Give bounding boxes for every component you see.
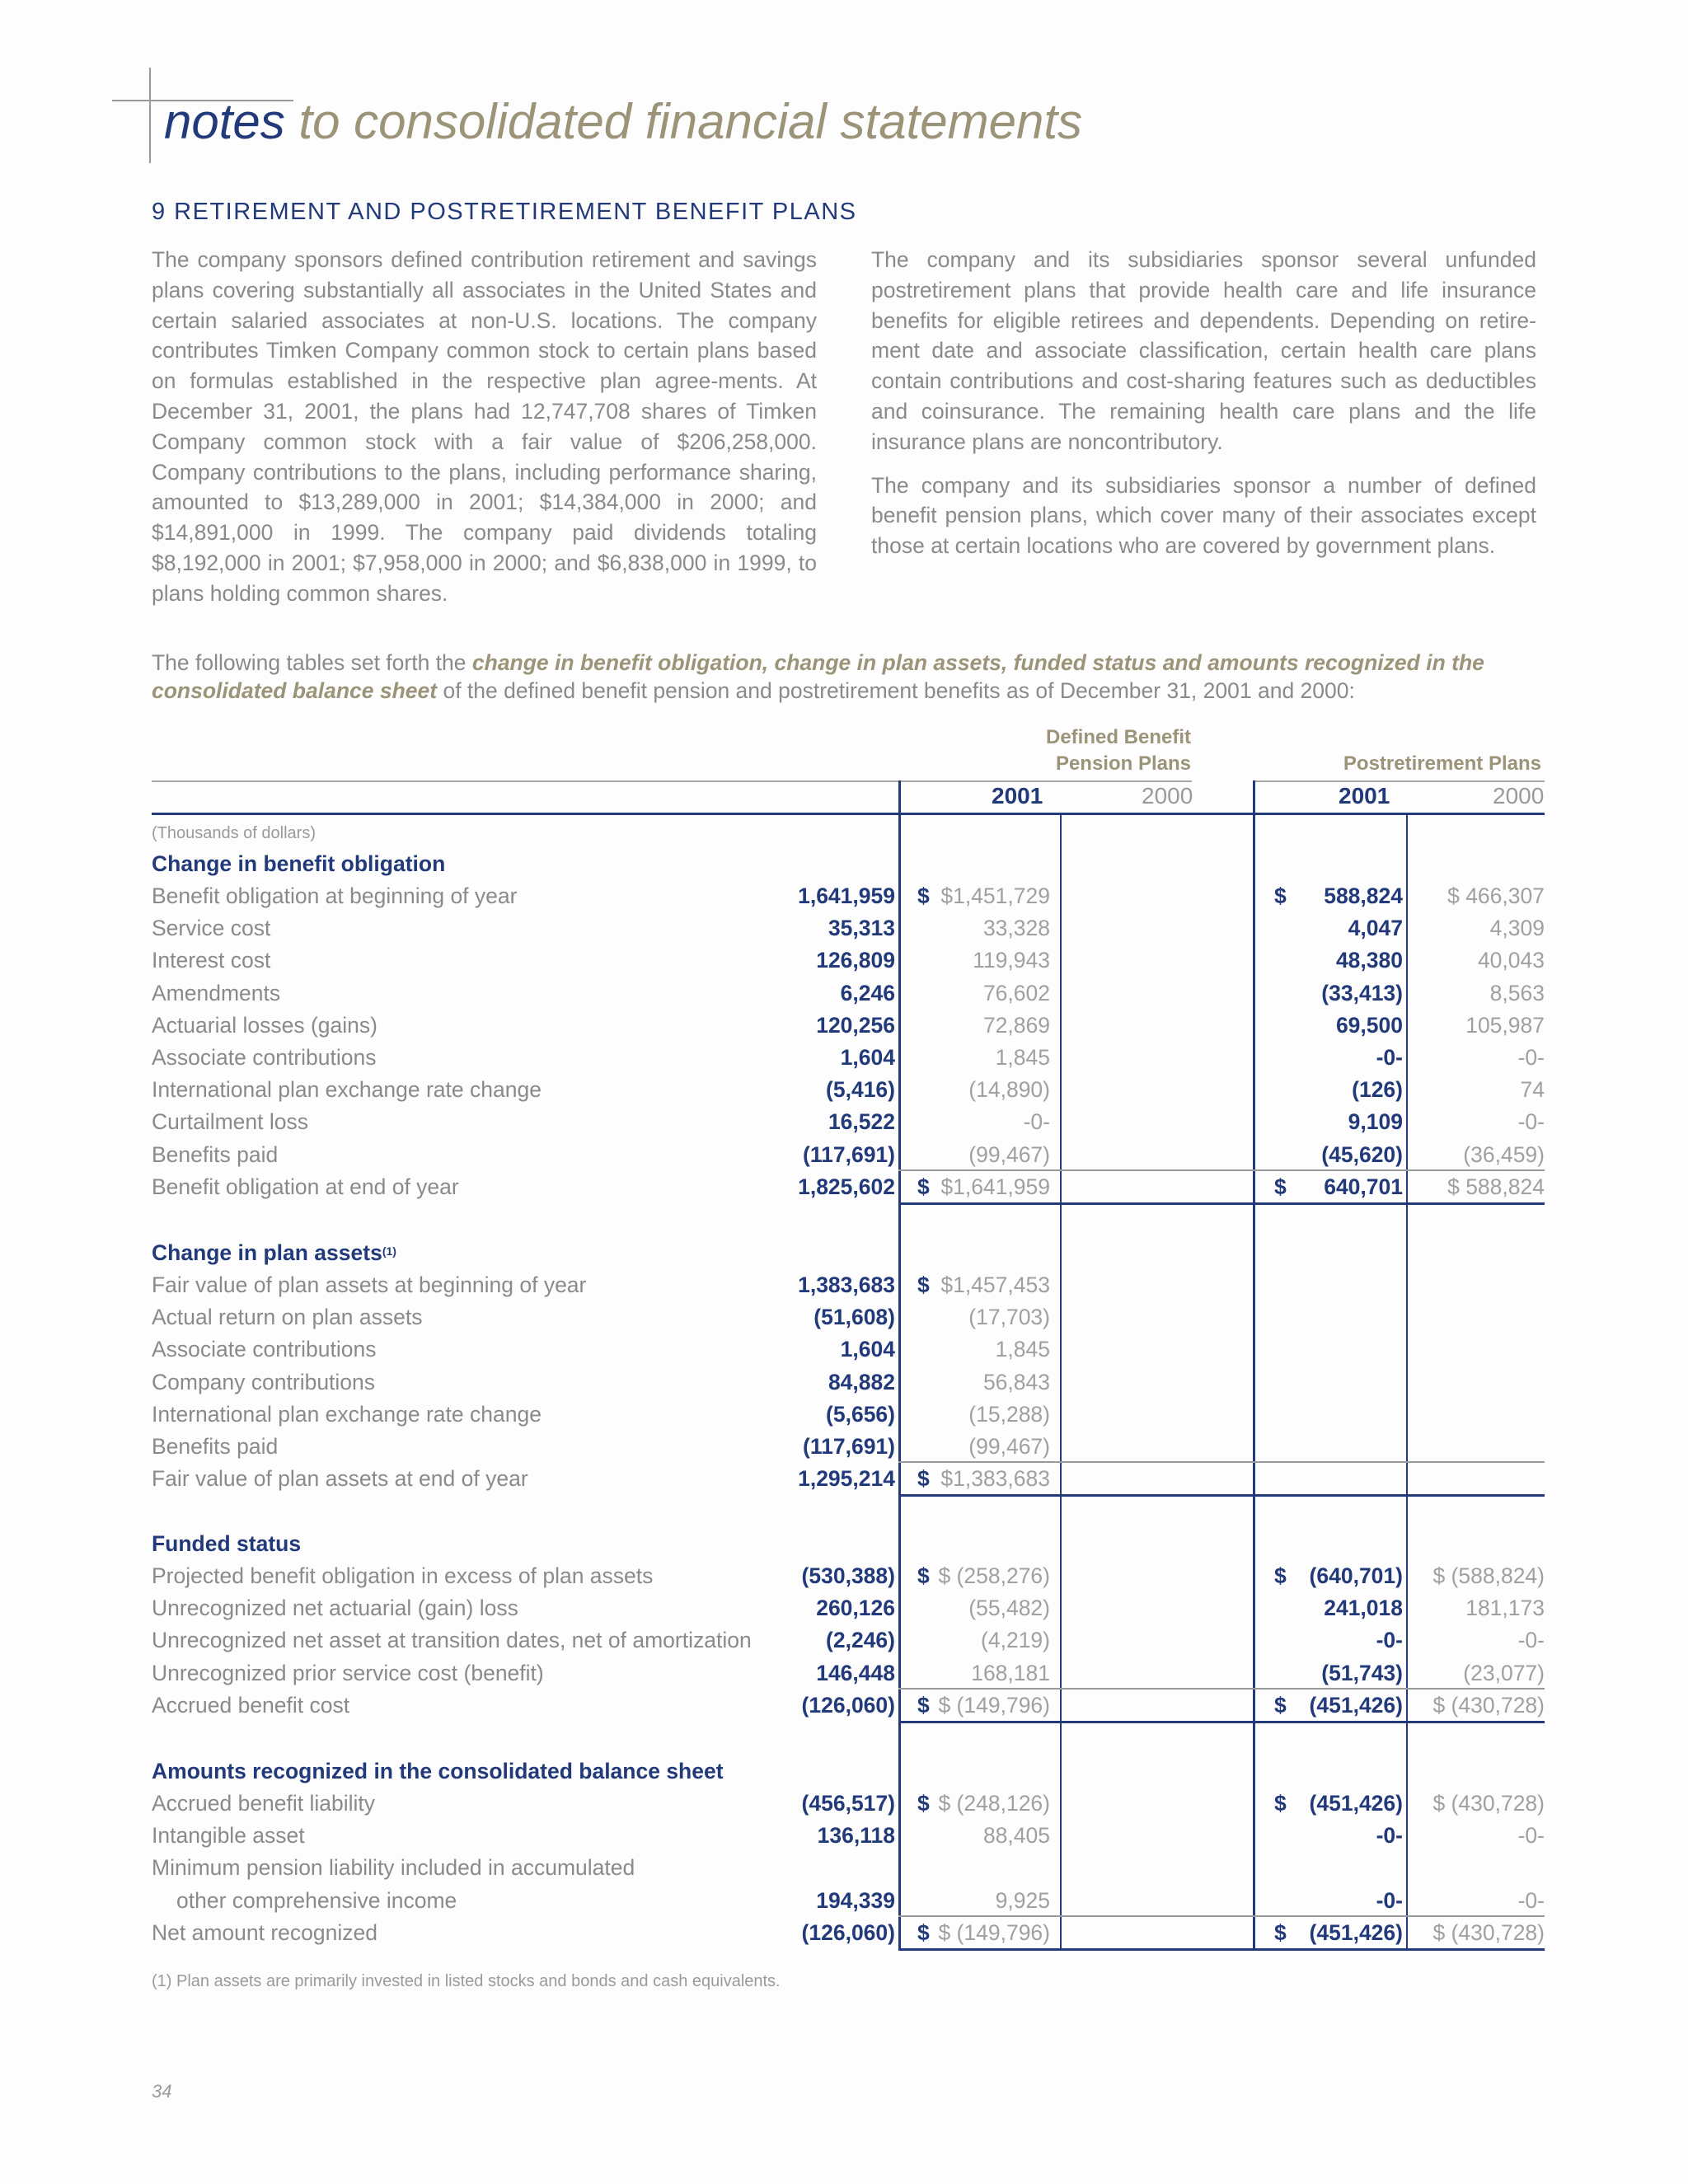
intro-emphasis: change in benefit obligation, change in plan assets, funded status and amounts recognized in the consolidated balance sheet xyxy=(152,650,1484,703)
cell-pension-2001: (5,416) xyxy=(826,1077,895,1103)
rule xyxy=(898,1461,1545,1463)
cell-pension-2000: (55,482) xyxy=(968,1596,1050,1621)
cell-post-2001: (640,701) xyxy=(1309,1563,1403,1588)
group-title: Change in benefit obligation xyxy=(152,851,446,876)
cell-pension-2001: (126,060) xyxy=(801,1692,895,1718)
year-pension-2001: 2001 xyxy=(992,783,1043,808)
intro-before: The following tables set forth the xyxy=(152,650,472,675)
cell-pension-2001: (51,608) xyxy=(814,1305,895,1330)
cell-pension-2000: -0- xyxy=(1023,1109,1050,1135)
cell-post-2001: -0- xyxy=(1376,1628,1403,1653)
row-label: International plan exchange rate change xyxy=(152,1401,542,1427)
table-row xyxy=(152,1788,1545,1820)
table-intro xyxy=(152,649,1555,705)
cell-pension-2000: 33,328 xyxy=(982,916,1050,941)
row-label: Unrecognized net actuarial (gain) loss xyxy=(152,1596,518,1621)
cell-pension-2000: 76,602 xyxy=(982,980,1050,1005)
header-rule-right xyxy=(1253,780,1545,782)
group-title xyxy=(152,1237,396,1269)
footnote-marker: (1) xyxy=(382,1244,396,1258)
cell-post-2000: 181,173 xyxy=(1465,1596,1545,1621)
rule xyxy=(898,1688,1545,1690)
cell-dollar-sign: $ xyxy=(917,1791,930,1816)
cell-dollar-sign: $ xyxy=(917,1692,930,1718)
cell-post-2001: -0- xyxy=(1376,1045,1403,1070)
cell-post-2001: (451,426) xyxy=(1309,1791,1403,1816)
row-label: Projected benefit obligation in excess of plan assets xyxy=(152,1563,654,1588)
page-number: 34 xyxy=(152,2081,172,2102)
cell-post-2000: 40,043 xyxy=(1477,948,1545,973)
cell-pension-2001: 126,809 xyxy=(816,948,895,973)
cell-pension-2001: (126,060) xyxy=(801,1919,895,1945)
page-title-notes: notes xyxy=(164,94,285,149)
row-label: Net amount recognized xyxy=(152,1919,377,1945)
row-label: Minimum pension liability included in accumulated xyxy=(152,1855,635,1881)
table-row xyxy=(152,1852,1545,1884)
cell-pension-2000: 88,405 xyxy=(982,1823,1050,1849)
table-row xyxy=(152,1042,1545,1074)
cell-pension-2001: (456,517) xyxy=(801,1791,895,1816)
cell-pension-2000: (14,890) xyxy=(968,1077,1050,1103)
cell-pension-2001: 1,383,683 xyxy=(798,1272,895,1297)
table-row xyxy=(152,1237,1545,1269)
pension-header-line1: Defined Benefit xyxy=(1045,726,1191,748)
table-row xyxy=(152,1528,1545,1560)
row-label: Interest cost xyxy=(152,948,271,973)
row-label: Actuarial losses (gains) xyxy=(152,1012,377,1038)
header-rule-left xyxy=(152,780,1192,782)
row-label: Accrued benefit cost xyxy=(152,1692,350,1718)
rule xyxy=(898,1915,1545,1917)
table-row xyxy=(152,1333,1545,1366)
table-row xyxy=(152,1820,1545,1852)
pension-header-line2: Pension Plans xyxy=(1055,752,1191,775)
cell-dollar-sign: $ xyxy=(917,1919,930,1945)
cell-pension-2000: $1,641,959 xyxy=(940,1174,1050,1199)
row-label: Benefit obligation at end of year xyxy=(152,1174,459,1199)
intro-after: of the defined benefit pension and postretirement benefits as of December 31, 2001 and 2000: xyxy=(437,678,1355,703)
table-row xyxy=(152,944,1545,977)
cell-post-2000: $ (430,728) xyxy=(1432,1692,1545,1718)
corner-mark-vertical xyxy=(149,68,151,163)
group-title-text: Amounts recognized in the consolidated balance sheet xyxy=(152,1759,724,1783)
cell-pension-2001: 260,126 xyxy=(816,1596,895,1621)
row-label: Fair value of plan assets at end of year xyxy=(152,1466,528,1492)
cell-pension-2000: 9,925 xyxy=(995,1887,1050,1913)
group-title-text: Funded status xyxy=(152,1531,302,1556)
row-label-continued: other comprehensive income xyxy=(176,1887,457,1913)
table-row xyxy=(152,1106,1545,1138)
cell-pension-2001: (117,691) xyxy=(803,1141,895,1167)
cell-post-2001: (451,426) xyxy=(1309,1692,1403,1718)
footnote: (1) Plan assets are primarily invested in listed stocks and bonds and cash equivalents. xyxy=(152,1972,781,1990)
rule xyxy=(898,1202,1545,1205)
table-row xyxy=(152,1463,1545,1495)
year-post-2001: 2001 xyxy=(1339,783,1390,808)
cell-pension-2001: 1,295,214 xyxy=(798,1466,895,1492)
cell-post-2000: $ (430,728) xyxy=(1432,1919,1545,1945)
cell-post-2000: 8,563 xyxy=(1489,980,1545,1005)
cell-pension-2001: (2,246) xyxy=(826,1628,895,1653)
right-paragraph: The company and its subsidiaries sponsor several unfunded postretirement plans that provide health care and life insurance benefits for eligible retirees and dependents. Depending on retire-ment date and associate classification, certain health care plans contain contributions and cost-sharing features such as deductibles and coinsurance. The remaining health care plans and the life insurance plans are noncontributory. xyxy=(871,247,1536,454)
group-title xyxy=(152,1528,301,1560)
cell-post-2001: -0- xyxy=(1376,1887,1403,1913)
header-bottom-rule xyxy=(152,813,1545,815)
cell-pension-2001: 35,313 xyxy=(828,916,895,941)
cell-dollar-sign: $ xyxy=(917,883,930,908)
cell-pension-2000: 168,181 xyxy=(971,1660,1050,1685)
cell-post-2000: -0- xyxy=(1517,1045,1545,1070)
cell-post-2000: 105,987 xyxy=(1465,1012,1545,1038)
page-title xyxy=(164,94,1083,149)
cell-dollar-sign: $ xyxy=(1274,1692,1287,1718)
table-row xyxy=(152,880,1545,912)
cell-pension-2001: 136,118 xyxy=(817,1823,895,1849)
row-label: Unrecognized prior service cost (benefit) xyxy=(152,1660,544,1685)
cell-post-2000: $ 466,307 xyxy=(1447,883,1545,908)
cell-post-2000: (23,077) xyxy=(1463,1660,1545,1685)
row-label: Company contributions xyxy=(152,1369,376,1394)
table-row xyxy=(152,1624,1545,1657)
year-pension-2000: 2000 xyxy=(1142,783,1193,808)
cell-post-2001: (126) xyxy=(1352,1077,1403,1103)
row-label: Curtailment loss xyxy=(152,1109,308,1135)
cell-dollar-sign: $ xyxy=(917,1466,930,1492)
cell-post-2000: $ (588,824) xyxy=(1432,1563,1545,1588)
table-row xyxy=(152,1657,1545,1690)
cell-pension-2001: 194,339 xyxy=(816,1887,895,1913)
row-label: Accrued benefit liability xyxy=(152,1791,376,1816)
table-row xyxy=(152,1560,1545,1592)
cell-pension-2000: 1,845 xyxy=(995,1045,1050,1070)
cell-post-2000: -0- xyxy=(1517,1887,1545,1913)
table-row xyxy=(152,1399,1545,1431)
cell-pension-2001: 1,604 xyxy=(840,1337,895,1362)
cell-pension-2000: $ (258,276) xyxy=(938,1563,1050,1588)
table-row xyxy=(152,1366,1545,1399)
row-label: Benefits paid xyxy=(152,1434,279,1459)
table-row xyxy=(152,1139,1545,1171)
cell-pension-2000: 56,843 xyxy=(982,1369,1050,1394)
cell-post-2001: 48,380 xyxy=(1335,948,1403,973)
cell-pension-2000: $1,457,453 xyxy=(940,1272,1050,1297)
cell-pension-2000: (99,467) xyxy=(968,1141,1050,1167)
table-row xyxy=(152,1755,1545,1788)
rule xyxy=(898,1721,1545,1723)
row-label: Associate contributions xyxy=(152,1045,377,1070)
table-row xyxy=(152,1074,1545,1106)
table-row xyxy=(152,1010,1545,1042)
group-title-text: Change in plan assets xyxy=(152,1240,382,1265)
cell-dollar-sign: $ xyxy=(1274,1563,1287,1588)
cell-pension-2001: 6,246 xyxy=(840,980,895,1005)
cell-post-2001: (33,413) xyxy=(1321,980,1403,1005)
cell-pension-2001: (5,656) xyxy=(826,1401,895,1427)
row-label: Associate contributions xyxy=(152,1337,377,1362)
cell-pension-2001: 1,641,959 xyxy=(798,883,895,908)
cell-pension-2001: 1,604 xyxy=(840,1045,895,1070)
cell-pension-2001: (530,388) xyxy=(801,1563,895,1588)
left-column-text xyxy=(152,245,817,622)
table-row xyxy=(152,1301,1545,1333)
table-row xyxy=(152,1917,1545,1949)
cell-post-2000: 4,309 xyxy=(1489,916,1545,941)
year-post-2000: 2000 xyxy=(1493,783,1545,808)
table-row xyxy=(152,1431,1545,1463)
cell-dollar-sign: $ xyxy=(1274,1174,1287,1199)
cell-post-2001: 4,047 xyxy=(1348,916,1403,941)
cell-pension-2000: 72,869 xyxy=(982,1012,1050,1038)
cell-post-2001: (451,426) xyxy=(1309,1919,1403,1945)
units-label: (Thousands of dollars) xyxy=(152,824,316,842)
postretirement-header: Postretirement Plans xyxy=(1343,752,1541,775)
cell-pension-2000: 119,943 xyxy=(973,948,1050,973)
table-row xyxy=(152,977,1545,1010)
rule xyxy=(898,1948,1545,1951)
cell-pension-2000: (4,219) xyxy=(981,1628,1050,1653)
table-row xyxy=(152,1885,1545,1917)
table-row xyxy=(152,1171,1545,1203)
cell-post-2000: $ 588,824 xyxy=(1447,1174,1545,1199)
cell-post-2000: -0- xyxy=(1517,1823,1545,1849)
row-label: Amendments xyxy=(152,980,281,1005)
cell-post-2000: (36,459) xyxy=(1463,1141,1545,1167)
cell-post-2001: (51,743) xyxy=(1321,1660,1403,1685)
group-title xyxy=(152,1755,724,1788)
cell-pension-2001: 16,522 xyxy=(828,1109,895,1135)
page-title-rest: to consolidated financial statements xyxy=(284,94,1083,149)
table-row xyxy=(152,848,1545,880)
table-row xyxy=(152,1690,1545,1722)
cell-post-2000: -0- xyxy=(1517,1109,1545,1135)
row-label: Benefits paid xyxy=(152,1141,279,1167)
cell-pension-2001: 1,825,602 xyxy=(798,1174,895,1199)
row-label: International plan exchange rate change xyxy=(152,1077,542,1103)
rule xyxy=(898,1169,1545,1171)
cell-post-2000: $ (430,728) xyxy=(1432,1791,1545,1816)
cell-pension-2001: 84,882 xyxy=(828,1369,895,1394)
table-row xyxy=(152,1592,1545,1624)
cell-post-2000: 74 xyxy=(1520,1077,1545,1103)
cell-dollar-sign: $ xyxy=(917,1272,930,1297)
rule xyxy=(898,1494,1545,1497)
cell-post-2001: -0- xyxy=(1376,1823,1403,1849)
row-label: Unrecognized net asset at transition dates, net of amortization xyxy=(152,1628,752,1653)
cell-post-2001: (45,620) xyxy=(1321,1141,1403,1167)
cell-dollar-sign: $ xyxy=(1274,1919,1287,1945)
cell-dollar-sign: $ xyxy=(917,1174,930,1199)
cell-pension-2000: (99,467) xyxy=(968,1434,1050,1459)
row-label: Actual return on plan assets xyxy=(152,1305,423,1330)
cell-pension-2000: 1,845 xyxy=(995,1337,1050,1362)
row-label: Service cost xyxy=(152,916,271,941)
cell-post-2001: 640,701 xyxy=(1324,1174,1403,1199)
cell-dollar-sign: $ xyxy=(917,1563,930,1588)
cell-pension-2000: $ (149,796) xyxy=(938,1919,1050,1945)
cell-pension-2001: (117,691) xyxy=(803,1434,895,1459)
table-row xyxy=(152,912,1545,944)
cell-post-2001: 241,018 xyxy=(1324,1596,1403,1621)
cell-pension-2000: (15,288) xyxy=(968,1401,1050,1427)
cell-pension-2000: $1,383,683 xyxy=(940,1466,1050,1492)
cell-pension-2000: (17,703) xyxy=(968,1305,1050,1330)
cell-post-2001: 9,109 xyxy=(1348,1109,1403,1135)
table-row xyxy=(152,818,1545,850)
right-column-text xyxy=(871,245,1536,574)
cell-pension-2000: $ (149,796) xyxy=(938,1692,1050,1718)
cell-pension-2001: 120,256 xyxy=(816,1012,895,1038)
section-heading: 9 RETIREMENT AND POSTRETIREMENT BENEFIT PLANS xyxy=(152,199,857,225)
cell-dollar-sign: $ xyxy=(1274,883,1287,908)
cell-dollar-sign: $ xyxy=(1274,1791,1287,1816)
cell-pension-2000: $1,451,729 xyxy=(940,883,1050,908)
cell-post-2000: -0- xyxy=(1517,1628,1545,1653)
left-paragraph: The company sponsors defined contribution retirement and savings plans covering substantially all associates in the United States and certain salaried associates at non-U.S. locations. The company contributes Timken Company common stock to certain plans based on formulas established in the respective plan agree-ments. At December 31, 2001, the plans had 12,747,708 shares of Timken Company common stock with a fair value of $206,258,000. Company contributions to the plans, including performance sharing, amounted to $13,289,000 in 2001; $14,384,000 in 2000; and $14,891,000 in 1999. The company paid dividends totaling $8,192,000 in 2001; $7,958,000 in 2000; and $6,838,000 in 1999, to plans holding common shares. xyxy=(152,247,817,606)
right-paragraph: The company and its subsidiaries sponsor a number of defined benefit pension plans, which cover many of their associates except those at certain locations who are covered by government plans. xyxy=(871,472,1536,559)
row-label: Intangible asset xyxy=(152,1823,305,1849)
table-row xyxy=(152,1269,1545,1301)
cell-post-2001: 69,500 xyxy=(1335,1012,1403,1038)
cell-post-2001: 588,824 xyxy=(1324,883,1403,908)
row-label: Fair value of plan assets at beginning of year xyxy=(152,1272,587,1297)
row-label: Benefit obligation at beginning of year xyxy=(152,883,518,908)
cell-pension-2000: $ (248,126) xyxy=(938,1791,1050,1816)
cell-pension-2001: 146,448 xyxy=(816,1660,895,1685)
